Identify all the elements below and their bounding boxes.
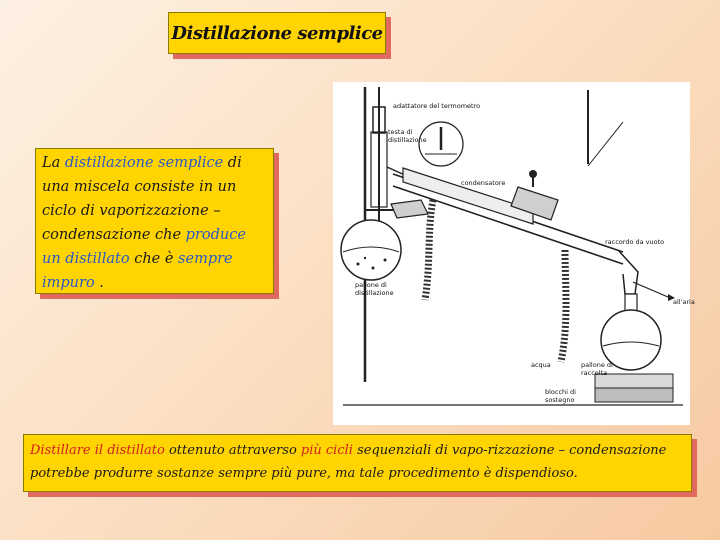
label-head-2: distillazione (388, 136, 427, 144)
label-support-blocks-2: sostegno (545, 396, 575, 404)
label-distillation-flask-2: distillazione (355, 289, 394, 297)
intro-highlight-product: produce un distillato (42, 227, 246, 267)
label-thermometer-adapter: adattatore del termometro (393, 102, 481, 110)
intro-text-box (35, 148, 274, 294)
intro-text: che è (129, 251, 179, 267)
intro-text: . (94, 275, 104, 291)
bottom-text: sequenziali di vapo-rizzazione – condensazione potrebbe produrre sostanze sempre più pure, ma tale procedimento è dispendioso. (30, 443, 667, 481)
bottom-highlight-distill: Distillare il distillato (30, 443, 165, 458)
label-receiving-flask-2: raccolta (581, 369, 608, 377)
intro-text: La (42, 155, 65, 171)
bottom-highlight-cycles: più cicli (300, 443, 353, 458)
label-water: acqua (531, 361, 551, 369)
bottom-text-box (23, 434, 692, 492)
label-condenser: condensatore (461, 179, 506, 187)
intro-text: di una miscela consiste in un ciclo di vaporizzazione – condensazione che (42, 155, 242, 243)
label-distillation-flask-1: pallone di (355, 281, 387, 289)
apparatus-drawing (333, 82, 695, 425)
intro-highlight-distillation: distillazione semplice (64, 155, 224, 171)
label-support-blocks-1: blocchi di (545, 388, 576, 396)
label-vacuum-adapter: raccordo da vuoto (605, 238, 665, 246)
label-receiving-flask-1: pallone di (581, 361, 613, 369)
bottom-text: ottenuto attraverso (164, 443, 301, 458)
intro-highlight-impure: sempre impuro (42, 251, 233, 291)
label-to-air: all'aria (673, 298, 695, 306)
label-head-1: testa di (388, 128, 413, 136)
distillation-apparatus-figure (333, 82, 695, 425)
title-box (168, 12, 386, 54)
slide-title: Distillazione semplice (171, 22, 383, 44)
